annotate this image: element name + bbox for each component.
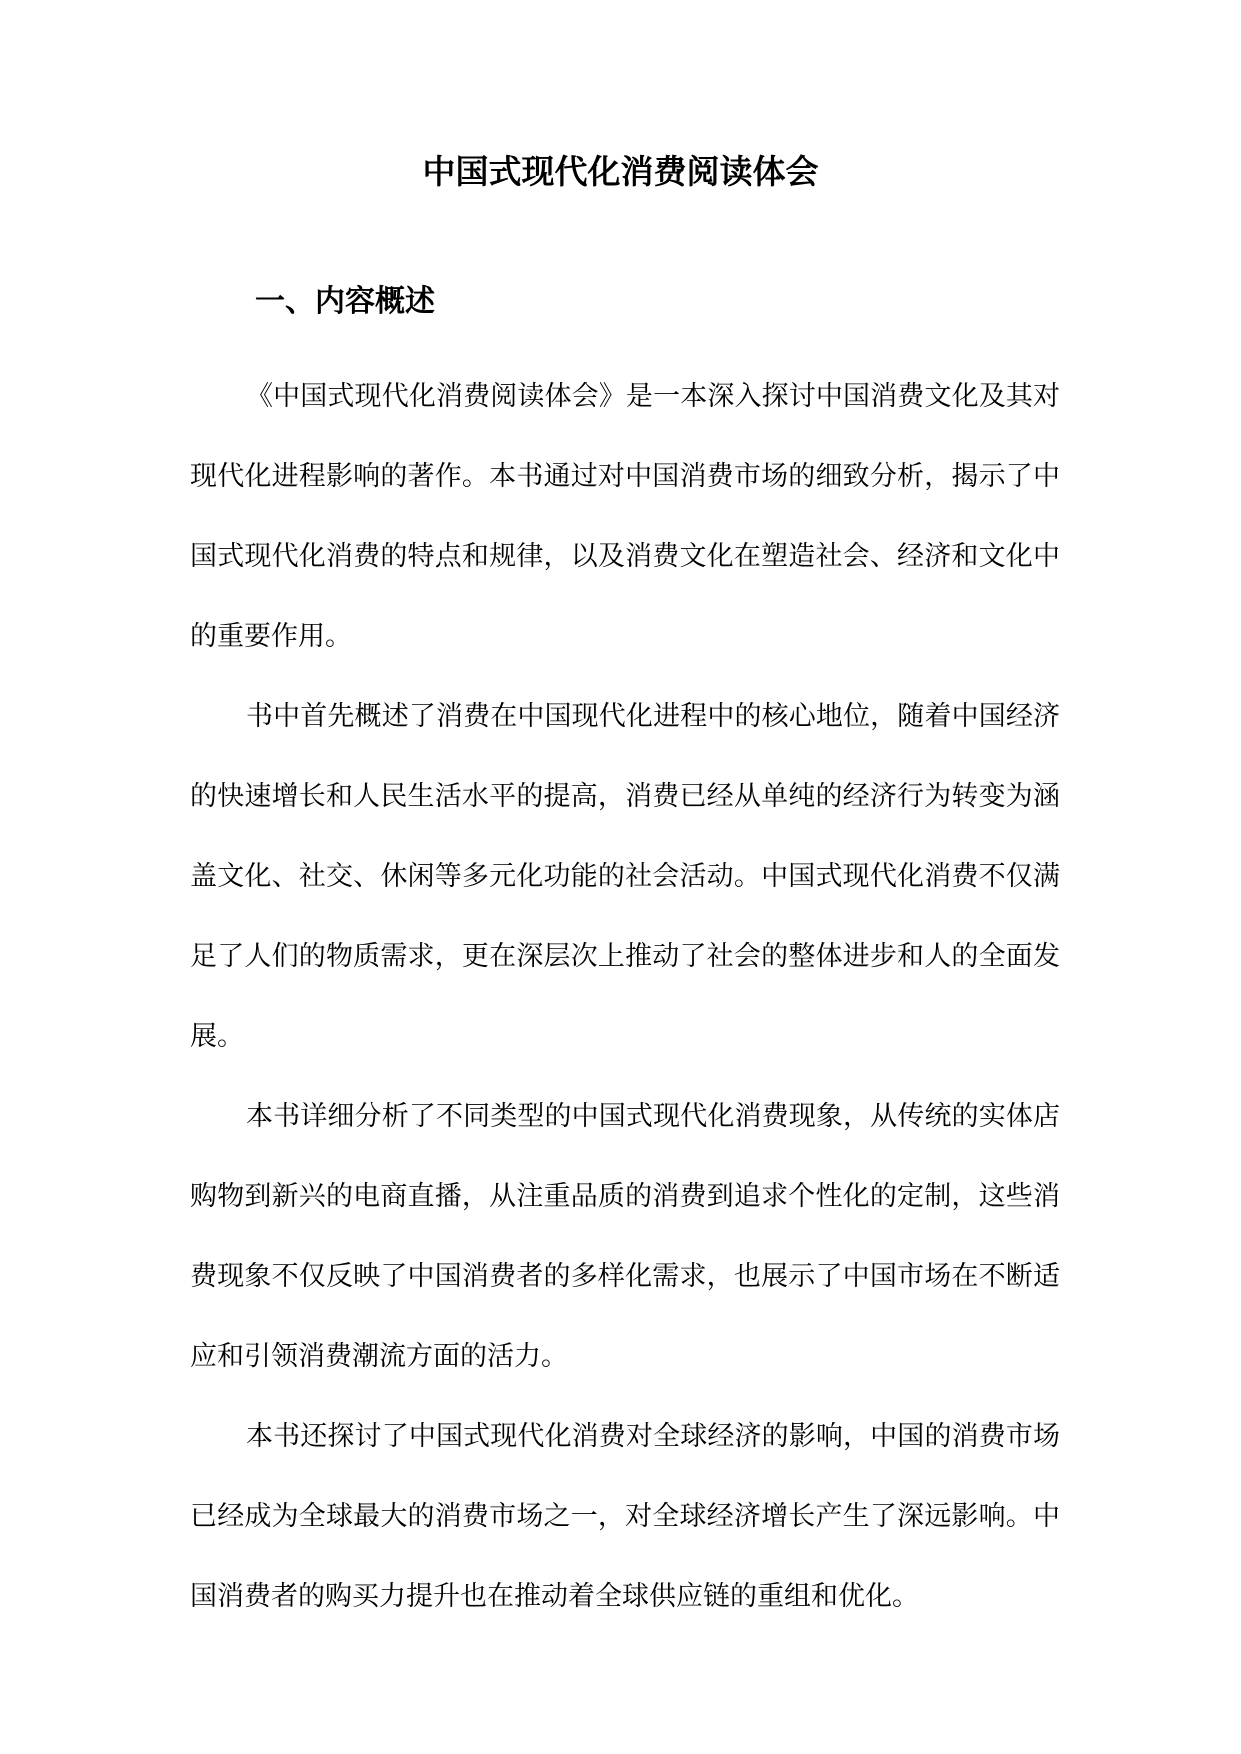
paragraph: 本书还探讨了中国式现代化消费对全球经济的影响，中国的消费市场已经成为全球最大的消费市场之一，对全球经济增长产生了深远影响。中国消费者的购买力提升也在推动着全球供应链的重组和优化。 — [190, 1421, 1060, 1612]
document-title: 中国式现代化消费阅读体会 — [422, 152, 819, 191]
paragraph: 《中国式现代化消费阅读体会》是一本深入探讨中国消费文化及其对现代化进程影响的著作。本书通过对中国消费市场的细致分析，揭示了中国式现代化消费的特点和规律，以及消费文化在塑造社会、经济和文化中的重要作用。 — [190, 381, 1060, 652]
section-heading: 一、内容概述 — [255, 284, 435, 319]
paragraph: 本书详细分析了不同类型的中国式现代化消费现象，从传统的实体店购物到新兴的电商直播，从注重品质的消费到追求个性化的定制，这些消费现象不仅反映了中国消费者的多样化需求，也展示了中国市场在不断适应和引领消费潮流方面的活力。 — [190, 1101, 1060, 1372]
paragraph: 书中首先概述了消费在中国现代化进程中的核心地位，随着中国经济的快速增长和人民生活水平的提高，消费已经从单纯的经济行为转变为涵盖文化、社交、休闲等多元化功能的社会活动。中国式现代化消费不仅满足了人们的物质需求，更在深层次上推动了社会的整体进步和人的全面发展。 — [190, 701, 1060, 1052]
document-body — [190, 357, 1060, 1637]
